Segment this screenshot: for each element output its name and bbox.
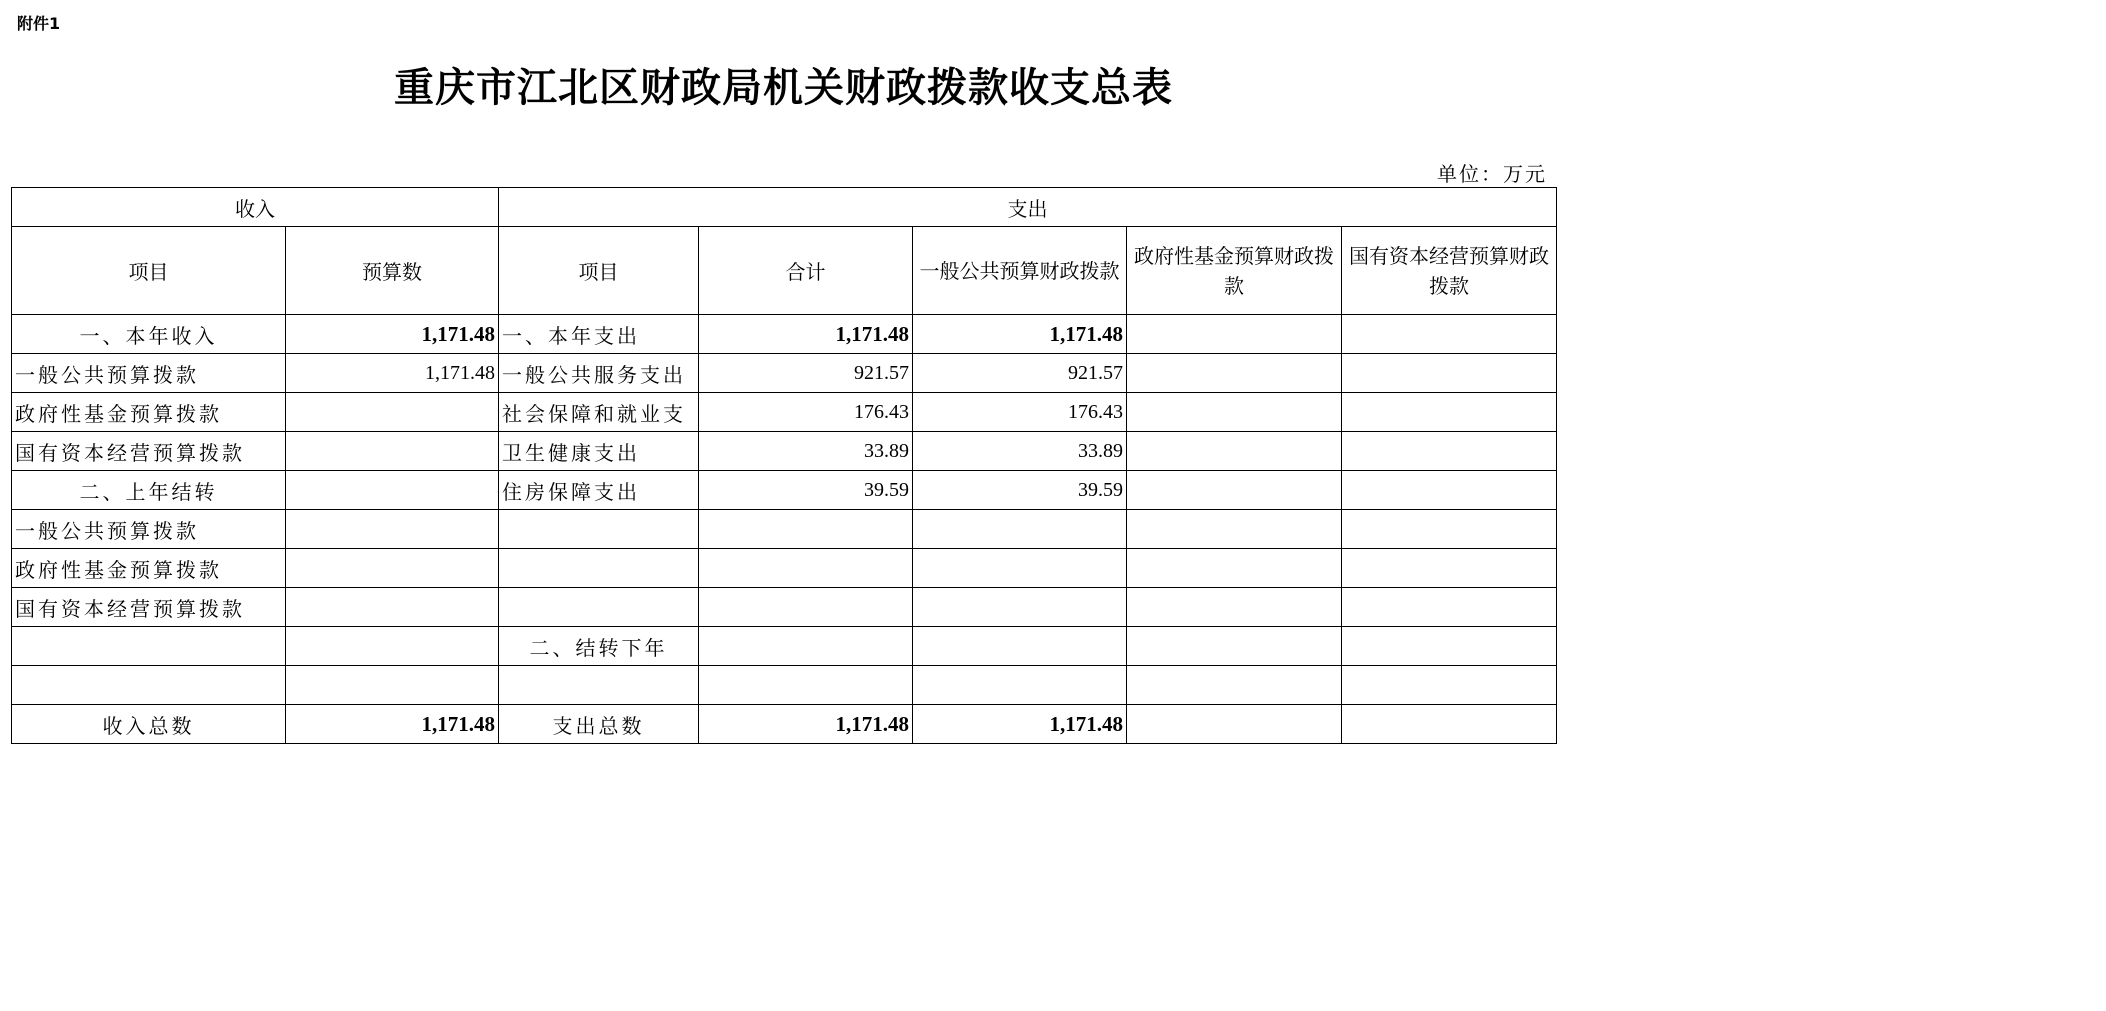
- income-item-cell: 一、本年收入: [12, 315, 286, 354]
- gov-fund-cell: [1127, 471, 1342, 510]
- unit-label: 单位：万元: [1437, 162, 1547, 186]
- state-capital-cell: [1342, 393, 1557, 432]
- state-capital-cell: [1342, 549, 1557, 588]
- income-budget-cell: 1,171.48: [286, 354, 499, 393]
- expense-total-cell: [699, 588, 913, 627]
- income-item-cell: 国有资本经营预算拨款: [12, 432, 286, 471]
- gov-fund-cell: [1127, 393, 1342, 432]
- expense-total-cell: 39.59: [699, 471, 913, 510]
- income-total-label: 收入总数: [12, 705, 286, 744]
- table-row: [12, 471, 1557, 510]
- fiscal-summary-table: [11, 187, 1557, 744]
- income-item-cell: 一般公共预算拨款: [12, 354, 286, 393]
- gov-fund-cell: [1127, 432, 1342, 471]
- general-public-cell: [913, 666, 1127, 705]
- attachment-label: 附件1: [17, 14, 61, 33]
- gov-fund-cell: [1127, 354, 1342, 393]
- expense-total-label: 支出总数: [499, 705, 699, 744]
- general-public-cell: 1,171.48: [913, 315, 1127, 354]
- expense-item-header: 项目: [499, 227, 699, 315]
- income-header: 收入: [12, 188, 499, 227]
- expense-item-cell: 一、本年支出: [499, 315, 699, 354]
- expense-total-value: 1,171.48: [699, 705, 913, 744]
- expense-item-cell: [499, 549, 699, 588]
- expense-item-cell: 一般公共服务支出: [499, 354, 699, 393]
- expense-item-cell: [499, 510, 699, 549]
- gov-fund-cell: [1127, 627, 1342, 666]
- expense-total-cell: 176.43: [699, 393, 913, 432]
- general-public-cell: [913, 588, 1127, 627]
- income-budget-cell: [286, 393, 499, 432]
- income-budget-cell: [286, 471, 499, 510]
- income-budget-header: 预算数: [286, 227, 499, 315]
- state-capital-cell: [1342, 432, 1557, 471]
- expense-total-cell: [699, 549, 913, 588]
- general-public-cell: [913, 549, 1127, 588]
- gov-fund-cell: [1127, 666, 1342, 705]
- income-budget-cell: [286, 549, 499, 588]
- table-row: [12, 432, 1557, 471]
- expense-total-cell: [699, 627, 913, 666]
- general-public-cell: 39.59: [913, 471, 1127, 510]
- state-capital-cell: [1342, 666, 1557, 705]
- expense-item-cell: 二、结转下年: [499, 627, 699, 666]
- income-item-cell: [12, 627, 286, 666]
- state-capital-cell: [1342, 627, 1557, 666]
- table-row: [12, 666, 1557, 705]
- expense-item-cell: 住房保障支出: [499, 471, 699, 510]
- state-capital-cell: [1342, 510, 1557, 549]
- state-capital-cell: [1342, 315, 1557, 354]
- expense-header: 支出: [499, 188, 1557, 227]
- income-item-cell: [12, 666, 286, 705]
- table-row: [12, 393, 1557, 432]
- income-budget-cell: [286, 666, 499, 705]
- general-public-cell: 176.43: [913, 393, 1127, 432]
- table-row: [12, 705, 1557, 744]
- table-row: [12, 315, 1557, 354]
- income-budget-cell: [286, 588, 499, 627]
- income-budget-cell: [286, 510, 499, 549]
- gov-fund-total-value: [1127, 705, 1342, 744]
- table-row: [12, 510, 1557, 549]
- gov-fund-cell: [1127, 510, 1342, 549]
- general-public-total-value: 1,171.48: [913, 705, 1127, 744]
- expense-total-header: 合计: [699, 227, 913, 315]
- general-public-cell: 33.89: [913, 432, 1127, 471]
- income-item-cell: 政府性基金预算拨款: [12, 549, 286, 588]
- state-capital-cell: [1342, 354, 1557, 393]
- page-title: 重庆市江北区财政局机关财政拨款收支总表: [394, 64, 1173, 111]
- expense-item-cell: 卫生健康支出: [499, 432, 699, 471]
- general-public-header: 一般公共预算财政拨款: [913, 227, 1127, 315]
- expense-total-cell: 1,171.48: [699, 315, 913, 354]
- gov-fund-cell: [1127, 315, 1342, 354]
- income-budget-cell: 1,171.48: [286, 315, 499, 354]
- expense-total-cell: 921.57: [699, 354, 913, 393]
- general-public-cell: [913, 627, 1127, 666]
- expense-total-cell: [699, 510, 913, 549]
- state-capital-cell: [1342, 588, 1557, 627]
- expense-total-cell: [699, 666, 913, 705]
- income-item-cell: 政府性基金预算拨款: [12, 393, 286, 432]
- table-row: [12, 549, 1557, 588]
- income-budget-cell: [286, 432, 499, 471]
- state-capital-total-value: [1342, 705, 1557, 744]
- expense-item-cell: 社会保障和就业支: [499, 393, 699, 432]
- table-row: [12, 354, 1557, 393]
- table-row: [12, 588, 1557, 627]
- income-total-value: 1,171.48: [286, 705, 499, 744]
- gov-fund-header: 政府性基金预算财政拨款: [1127, 227, 1342, 315]
- expense-item-cell: [499, 666, 699, 705]
- income-item-header: 项目: [12, 227, 286, 315]
- income-budget-cell: [286, 627, 499, 666]
- state-capital-header: 国有资本经营预算财政拨款: [1342, 227, 1557, 315]
- expense-total-cell: 33.89: [699, 432, 913, 471]
- gov-fund-cell: [1127, 588, 1342, 627]
- general-public-cell: 921.57: [913, 354, 1127, 393]
- income-item-cell: 二、上年结转: [12, 471, 286, 510]
- general-public-cell: [913, 510, 1127, 549]
- income-item-cell: 一般公共预算拨款: [12, 510, 286, 549]
- state-capital-cell: [1342, 471, 1557, 510]
- table-row: [12, 627, 1557, 666]
- expense-item-cell: [499, 588, 699, 627]
- income-item-cell: 国有资本经营预算拨款: [12, 588, 286, 627]
- gov-fund-cell: [1127, 549, 1342, 588]
